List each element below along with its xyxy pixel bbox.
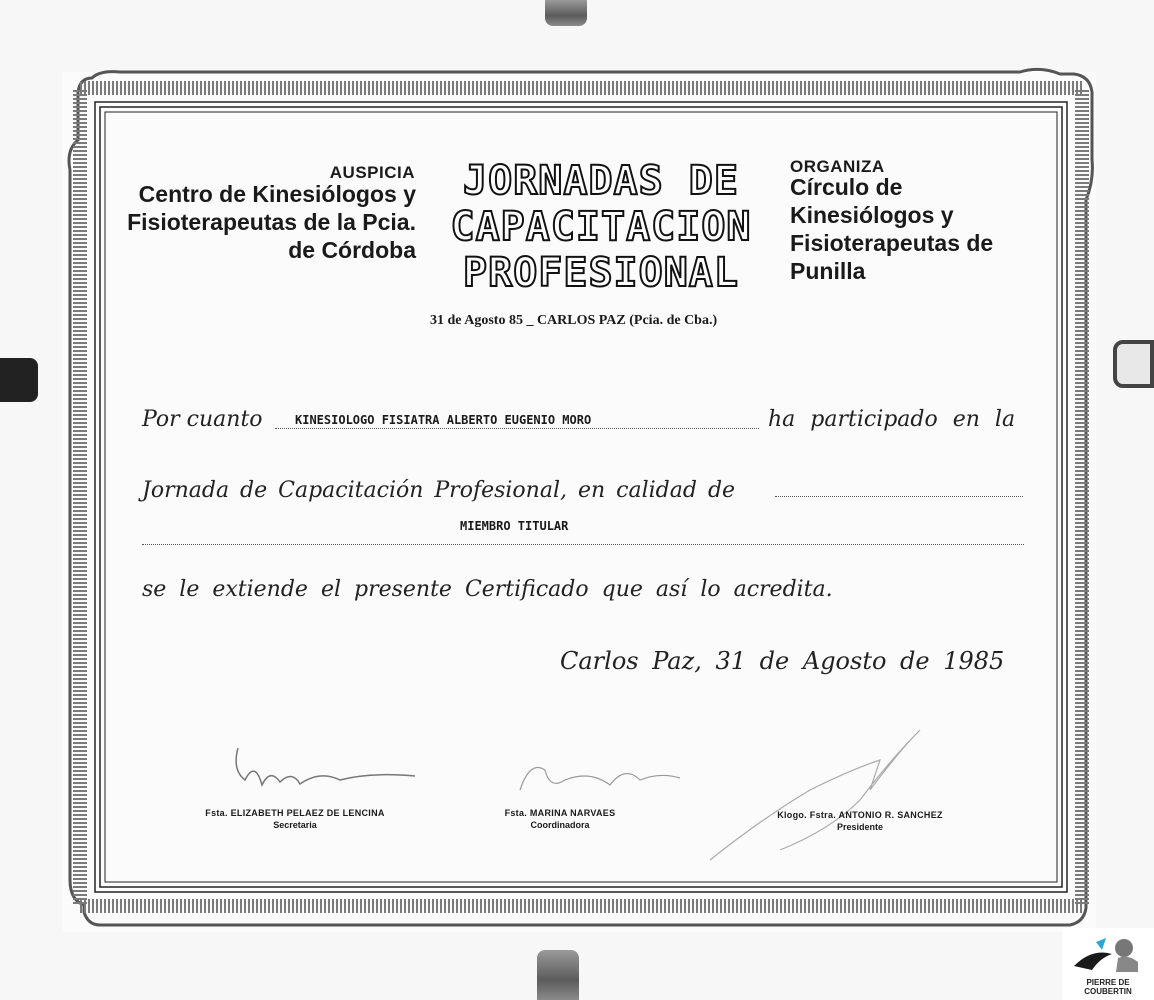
- logo-caption: PIERRE DE COUBERTIN: [1084, 978, 1132, 996]
- signatory-presidente: [750, 810, 970, 832]
- body-line1-end: ha participado en la: [768, 407, 1016, 432]
- runner-logo-icon: [1062, 928, 1154, 978]
- place-and-date: Carlos Paz, 31 de Agosto de 1985: [560, 647, 1005, 675]
- title-line-3: PROFESIONAL: [463, 250, 739, 296]
- signatory-secretaria: [180, 808, 410, 830]
- sponsor-name: Centro de Kinesiólogos y Fisioterapeutas de la Pcia. de Córdoba: [127, 181, 416, 263]
- body-line3: se le extiende el presente Certificado que así lo acredita.: [142, 577, 833, 602]
- organizer-name: Círculo de Kinesiólogos y Fisioterapeutas de Punilla: [790, 174, 994, 284]
- signatory-role: Presidente: [836, 822, 884, 832]
- role-field-line-2: [142, 544, 1024, 545]
- signatory-coordinadora: [480, 808, 640, 830]
- signatory-name: Fsta. MARINA NARVAES: [504, 808, 616, 818]
- signatory-name: Klogo. Fstra. ANTONIO R. SANCHEZ: [777, 810, 943, 820]
- signatory-role: Secretaria: [273, 820, 317, 830]
- event-date-location: 31 de Agosto 85 _ CARLOS PAZ (Pcia. de Cba.): [430, 313, 718, 328]
- signatory-role: Coordinadora: [530, 820, 590, 830]
- certificate-title: [448, 158, 754, 296]
- role-field-line-1: [775, 496, 1023, 497]
- body-line1-start: Por cuanto: [142, 407, 263, 432]
- organizer-label: ORGANIZA: [790, 157, 885, 176]
- sponsor-label: AUSPICIA: [329, 163, 415, 182]
- signatory-name: Fsta. ELIZABETH PELAEZ DE LENCINA: [205, 808, 385, 818]
- title-line-2: CAPACITACION: [450, 204, 752, 250]
- body-line2: Jornada de Capacitación Profesional, en calidad de: [142, 478, 736, 503]
- watermark-logo: [1062, 928, 1154, 1000]
- title-line-1: JORNADAS DE: [463, 158, 739, 204]
- recipient-field-line: [275, 428, 759, 429]
- recipient-role: MIEMBRO TITULAR: [460, 519, 569, 533]
- recipient-name: KINESIOLOGO FISIATRA ALBERTO EUGENIO MORO: [295, 413, 592, 427]
